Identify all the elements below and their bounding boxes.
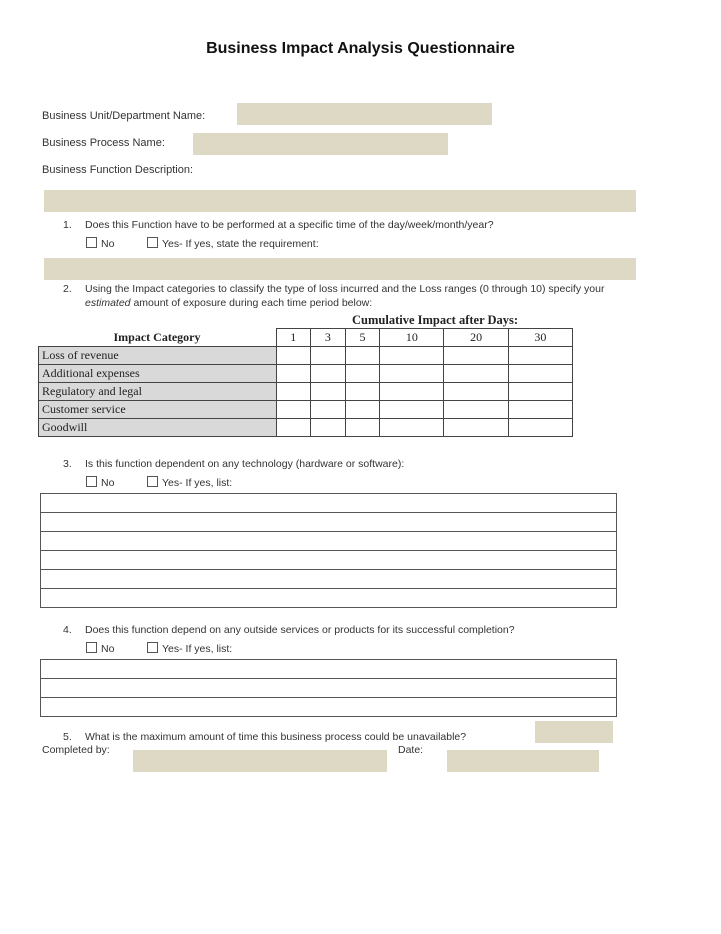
impact-table [38,328,573,437]
question-5 [63,731,466,743]
impact-cell[interactable] [276,419,311,437]
impact-cell[interactable] [380,401,444,419]
table-row [41,551,617,570]
impact-cell[interactable] [276,401,311,419]
question-4-yes-label: Yes- If yes, list: [162,643,233,655]
question-3-yes-option[interactable] [147,476,232,489]
question-2-text-line1: Using the Impact categories to classify the type of loss incurred and the Loss ranges (0 through 10) specify your [85,283,605,295]
question-4-text: Does this function depend on any outside services or products for its successful completion? [85,624,515,636]
impact-cell[interactable] [311,401,346,419]
impact-cell[interactable] [345,401,380,419]
table-row [39,365,573,383]
impact-cell[interactable] [311,347,346,365]
list-line[interactable] [41,660,617,679]
question-4-no-label: No [101,643,115,655]
impact-cell[interactable] [345,347,380,365]
function-description-label: Business Function Description: [42,164,194,176]
question-1-no-label: No [101,238,115,250]
question-4-yes-option[interactable] [147,642,232,655]
list-line[interactable] [41,551,617,570]
impact-cell[interactable] [444,383,508,401]
impact-cell[interactable] [444,419,508,437]
day-header: 5 [345,329,380,347]
question-4 [63,624,515,636]
max-downtime-input[interactable] [535,721,613,743]
question-3-number: 3. [63,458,72,470]
question-2-number: 2. [63,283,72,295]
question-5-text: What is the maximum amount of time this business process could be unavailable? [85,731,467,743]
impact-category: Customer service [39,401,277,419]
impact-cell[interactable] [444,347,508,365]
list-line[interactable] [41,532,617,551]
question-5-number: 5. [63,731,72,743]
checkbox-icon[interactable] [147,476,158,487]
impact-cell[interactable] [508,365,572,383]
question-3 [63,458,404,470]
question-3-list-table [40,493,617,608]
day-header: 10 [380,329,444,347]
day-header: 1 [276,329,311,347]
checkbox-icon[interactable] [86,476,97,487]
question-1-text: Does this Function have to be performed at a specific time of the day/week/month/year? [85,219,494,231]
checkbox-icon[interactable] [147,642,158,653]
impact-category-header: Impact Category [39,329,277,347]
question-3-text: Is this function dependent on any technology (hardware or software): [85,458,405,470]
question-1-number: 1. [63,219,72,231]
table-row [41,570,617,589]
date-label: Date: [398,744,424,756]
table-row [41,532,617,551]
cumulative-impact-header: Cumulative Impact after Days: [352,313,519,327]
table-row [41,660,617,679]
impact-cell[interactable] [508,383,572,401]
question-3-yes-label: Yes- If yes, list: [162,477,233,489]
impact-cell[interactable] [444,401,508,419]
table-row [39,347,573,365]
impact-cell[interactable] [276,383,311,401]
list-line[interactable] [41,513,617,532]
question-1 [63,219,494,231]
impact-cell[interactable] [380,419,444,437]
question-2-italic: estimated [85,297,131,309]
list-line[interactable] [41,494,617,513]
question-1-yes-label: Yes- If yes, state the requirement: [162,238,319,250]
business-unit-label: Business Unit/Department Name: [42,110,206,122]
impact-cell[interactable] [276,365,311,383]
business-process-input[interactable] [193,133,448,155]
table-row [41,679,617,698]
impact-table-header-row [39,329,573,347]
impact-cell[interactable] [508,347,572,365]
completed-by-input[interactable] [133,750,387,772]
question-3-no-label: No [101,477,115,489]
impact-cell[interactable] [444,365,508,383]
table-row [39,401,573,419]
business-process-label: Business Process Name: [42,137,165,149]
impact-cell[interactable] [345,365,380,383]
business-unit-input[interactable] [237,103,492,125]
impact-category: Loss of revenue [39,347,277,365]
impact-cell[interactable] [380,383,444,401]
list-line[interactable] [41,589,617,608]
table-row [39,419,573,437]
question-1-yes-option[interactable] [147,237,319,250]
impact-cell[interactable] [276,347,311,365]
table-row [39,383,573,401]
table-row [41,589,617,608]
question-4-list-table [40,659,617,717]
question-4-no-option[interactable] [86,642,114,655]
checkbox-icon[interactable] [86,237,97,248]
question-1-requirement-input[interactable] [44,258,636,280]
impact-cell[interactable] [380,347,444,365]
impact-cell[interactable] [508,401,572,419]
list-line[interactable] [41,570,617,589]
completed-by-label: Completed by: [42,744,110,756]
function-description-input[interactable] [44,190,636,212]
impact-category: Regulatory and legal [39,383,277,401]
question-2 [63,283,604,295]
impact-cell[interactable] [508,419,572,437]
question-2-line2 [85,297,372,309]
date-input[interactable] [447,750,599,772]
question-1-no-option[interactable] [86,237,114,250]
impact-category: Goodwill [39,419,277,437]
list-line[interactable] [41,698,617,717]
checkbox-icon[interactable] [147,237,158,248]
impact-cell[interactable] [311,383,346,401]
day-header: 20 [444,329,508,347]
table-row [41,698,617,717]
table-row [41,513,617,532]
impact-category: Additional expenses [39,365,277,383]
table-row [41,494,617,513]
day-header: 3 [311,329,346,347]
question-4-number: 4. [63,624,72,636]
question-3-no-option[interactable] [86,476,114,489]
checkbox-icon[interactable] [86,642,97,653]
impact-cell[interactable] [345,419,380,437]
day-header: 30 [508,329,572,347]
question-2-text-line2: amount of exposure during each time period below: [130,297,373,309]
impact-cell[interactable] [345,383,380,401]
impact-cell[interactable] [311,365,346,383]
page-title: Business Impact Analysis Questionnaire [206,40,515,57]
impact-cell[interactable] [380,365,444,383]
list-line[interactable] [41,679,617,698]
impact-cell[interactable] [311,419,346,437]
